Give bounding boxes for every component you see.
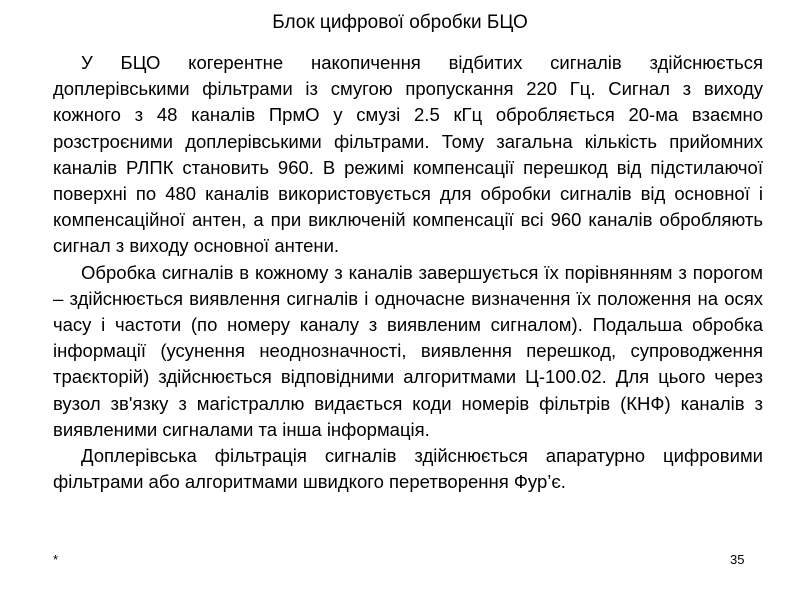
page-number: 35 bbox=[730, 552, 745, 567]
paragraph-1: У БЦО когерентне накопичення відбитих сигналів здійснюється доплерівськими фільтрами із смугою пропускання 220 Гц. Сигнал з виходу кожного з 48 каналів ПрмО у смузі 2.5 кГц обробляється 20-ма взаємно розстроєними доплерівськими фільтрами. Тому загальна кількість прийомних каналів РЛПК становить 960. В режимі компенсації перешкод від підстилаючої поверхні по 480 каналів використовується для обробки сигналів від основної і компенсаційної антен, а при виключеній компенсації всі 960 каналів обробляють сигнал з виходу основної антени. bbox=[53, 52, 763, 257]
slide-title: Блок цифрової обробки БЦО bbox=[272, 12, 528, 33]
footer-marker: * bbox=[53, 552, 59, 567]
paragraph-2: Обробка сигналів в кожному з каналів завершується їх порівнянням з порогом – здійснюється виявлення сигналів і одночасне визначення їх положення на осях часу і частоти (по номеру каналу з виявленим сигналом). Подальша обробка інформації (усунення неоднозначності, виявлення перешкод, супроводження траєкторій) здійснюється відповідними алгоритмами Ц-100.02. Для цього через вузол зв'язку з магістраллю видається коди номерів фільтрів (КНФ) каналів з виявленими сигналами та інша інформація. bbox=[53, 261, 763, 440]
paragraph-3: Доплерівська фільтрація сигналів здійснюється апаратурно цифровими фільтрами або алгоритмами швидкого перетворення Фур’є. bbox=[53, 445, 763, 493]
slide-body bbox=[53, 50, 763, 495]
